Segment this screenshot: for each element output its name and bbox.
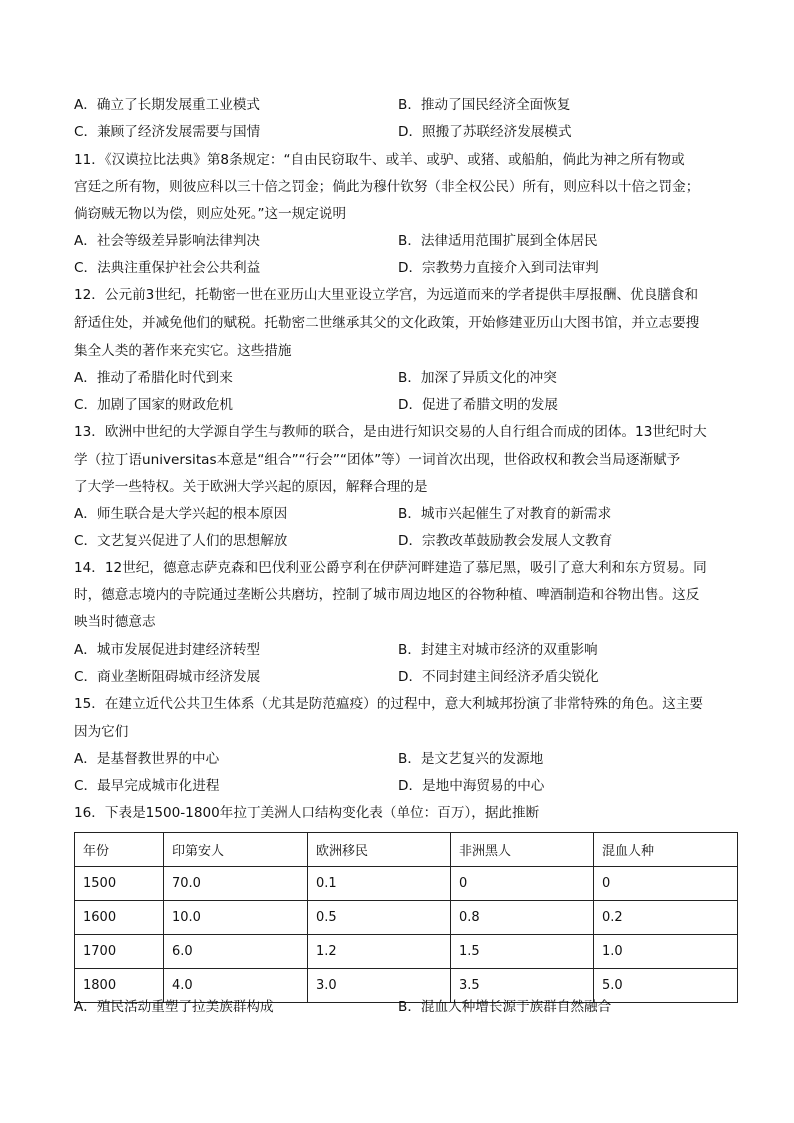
q15-stem-line-1: 15．在建立近代公共卫生体系（尤其是防范瘟疫）的过程中，意大利城邦扮演了非常特殊的角色。这主要 bbox=[74, 696, 704, 712]
q13-stem-line-2: 学（拉丁语universitas本意是“组合”“行会”“团体”等）一词首次出现，世俗政权和教会当局逐渐赋予 bbox=[74, 452, 681, 468]
q14-option-b: B．封建主对城市经济的双重影响 bbox=[398, 642, 598, 658]
q16-option-b: B．混血人种增长源于族群自然融合 bbox=[398, 999, 612, 1015]
table-cell: 1.0 bbox=[594, 935, 738, 969]
q14-option-c: C．商业垄断阻碍城市经济发展 bbox=[74, 669, 261, 685]
table-cell: 0.5 bbox=[308, 901, 451, 935]
q14-stem-line-3: 映当时德意志 bbox=[74, 614, 156, 630]
q12-stem-line-3: 集全人类的著作来充实它。这些措施 bbox=[74, 343, 292, 359]
table-cell: 0.2 bbox=[594, 901, 738, 935]
table-header-cell: 混血人种 bbox=[594, 833, 738, 867]
table-cell: 0.8 bbox=[451, 901, 594, 935]
table-cell: 6.0 bbox=[164, 935, 308, 969]
q12-option-c: C．加剧了国家的财政危机 bbox=[74, 397, 234, 413]
q15-stem-line-2: 因为它们 bbox=[74, 724, 129, 740]
table-cell: 70.0 bbox=[164, 867, 308, 901]
q10-option-c: C．兼顾了经济发展需要与国情 bbox=[74, 124, 261, 140]
q16-option-a: A．殖民活动重塑了拉美族群构成 bbox=[74, 999, 274, 1015]
q12-option-b: B．加深了异质文化的冲突 bbox=[398, 370, 557, 386]
q12-stem-line-2: 舒适住处，并减免他们的赋税。托勒密二世继承其父的文化政策，开始修建亚历山大图书馆，并立志要搜 bbox=[74, 315, 700, 331]
q13-option-d: D．宗教改革鼓励教会发展人文教育 bbox=[398, 533, 613, 549]
q12-stem-line-1: 12．公元前3世纪，托勒密一世在亚历山大里亚设立学宫，为远道而来的学者提供丰厚报酬、优良膳食和 bbox=[74, 287, 699, 303]
q15-option-b: B．是文艺复兴的发源地 bbox=[398, 751, 544, 767]
table-row bbox=[75, 867, 738, 901]
q13-stem-line-1: 13．欧洲中世纪的大学源自学生与教师的联合，是由进行知识交易的人自行组合而成的团体。13世纪时大 bbox=[74, 424, 707, 440]
q10-option-d: D．照搬了苏联经济发展模式 bbox=[398, 124, 572, 140]
table-cell: 3.5 bbox=[451, 969, 594, 1003]
table-header-row bbox=[75, 833, 738, 867]
q10-option-a: A．确立了长期发展重工业模式 bbox=[74, 97, 261, 113]
table-cell: 0.1 bbox=[308, 867, 451, 901]
table-cell: 0 bbox=[594, 867, 738, 901]
table-cell: 1.2 bbox=[308, 935, 451, 969]
table-cell: 1.5 bbox=[451, 935, 594, 969]
table-header-cell: 欧洲移民 bbox=[308, 833, 451, 867]
q13-option-b: B．城市兴起催生了对教育的新需求 bbox=[398, 506, 612, 522]
q10-option-b: B．推动了国民经济全面恢复 bbox=[398, 97, 571, 113]
table-header-cell: 年份 bbox=[75, 833, 164, 867]
q12-option-d: D．促进了希腊文明的发展 bbox=[398, 397, 558, 413]
table-row bbox=[75, 901, 738, 935]
q14-stem-line-2: 时，德意志境内的寺院通过垄断公共磨坊，控制了城市周边地区的谷物种植、啤酒制造和谷物出售。这反 bbox=[74, 587, 700, 603]
q11-option-b: B．法律适用范围扩展到全体居民 bbox=[398, 233, 598, 249]
table-cell: 1700 bbox=[75, 935, 164, 969]
table-cell: 1800 bbox=[75, 969, 164, 1003]
q16-stem-line-1: 16．下表是1500-1800年拉丁美洲人口结构变化表（单位：百万），据此推断 bbox=[74, 805, 540, 821]
q13-option-c: C．文艺复兴促进了人们的思想解放 bbox=[74, 533, 288, 549]
table-cell: 5.0 bbox=[594, 969, 738, 1003]
table-cell: 1600 bbox=[75, 901, 164, 935]
q12-option-a: A．推动了希腊化时代到来 bbox=[74, 370, 233, 386]
q13-option-a: A．师生联合是大学兴起的根本原因 bbox=[74, 506, 288, 522]
table-cell: 4.0 bbox=[164, 969, 308, 1003]
q11-stem-line-2: 宫廷之所有物，则彼应科以三十倍之罚金；倘此为穆什钦努（非全权公民）所有，则应科以十倍之罚金； bbox=[74, 179, 700, 195]
q14-option-a: A．城市发展促进封建经济转型 bbox=[74, 642, 261, 658]
q14-stem-line-1: 14．12世纪，德意志萨克森和巴伐利亚公爵亨利在伊萨河畔建造了慕尼黑，吸引了意大利和东方贸易。同 bbox=[74, 560, 707, 576]
population-table bbox=[74, 832, 738, 1003]
table-header-cell: 印第安人 bbox=[164, 833, 308, 867]
q11-option-c: C．法典注重保护社会公共利益 bbox=[74, 260, 261, 276]
q15-option-a: A．是基督教世界的中心 bbox=[74, 751, 220, 767]
q15-option-d: D．是地中海贸易的中心 bbox=[398, 778, 545, 794]
q14-option-d: D．不同封建主间经济矛盾尖锐化 bbox=[398, 669, 599, 685]
table-cell: 0 bbox=[451, 867, 594, 901]
table-cell: 1500 bbox=[75, 867, 164, 901]
q11-stem-line-3: 倘窃贼无物以为偿，则应处死。”这一规定说明 bbox=[74, 206, 347, 222]
q11-stem-line-1: 11．《汉谟拉比法典》第8条规定：“自由民窃取牛、或羊、或驴、或猪、或船舶，倘此为神之所有物或 bbox=[74, 152, 685, 168]
q15-option-c: C．最早完成城市化进程 bbox=[74, 778, 220, 794]
q13-stem-line-3: 了大学一些特权。关于欧洲大学兴起的原因，解释合理的是 bbox=[74, 479, 428, 495]
q11-option-a: A．社会等级差异影响法律判决 bbox=[74, 233, 261, 249]
table-row bbox=[75, 935, 738, 969]
table-cell: 3.0 bbox=[308, 969, 451, 1003]
table-header-cell: 非洲黑人 bbox=[451, 833, 594, 867]
table-cell: 10.0 bbox=[164, 901, 308, 935]
q11-option-d: D．宗教势力直接介入到司法审判 bbox=[398, 260, 599, 276]
